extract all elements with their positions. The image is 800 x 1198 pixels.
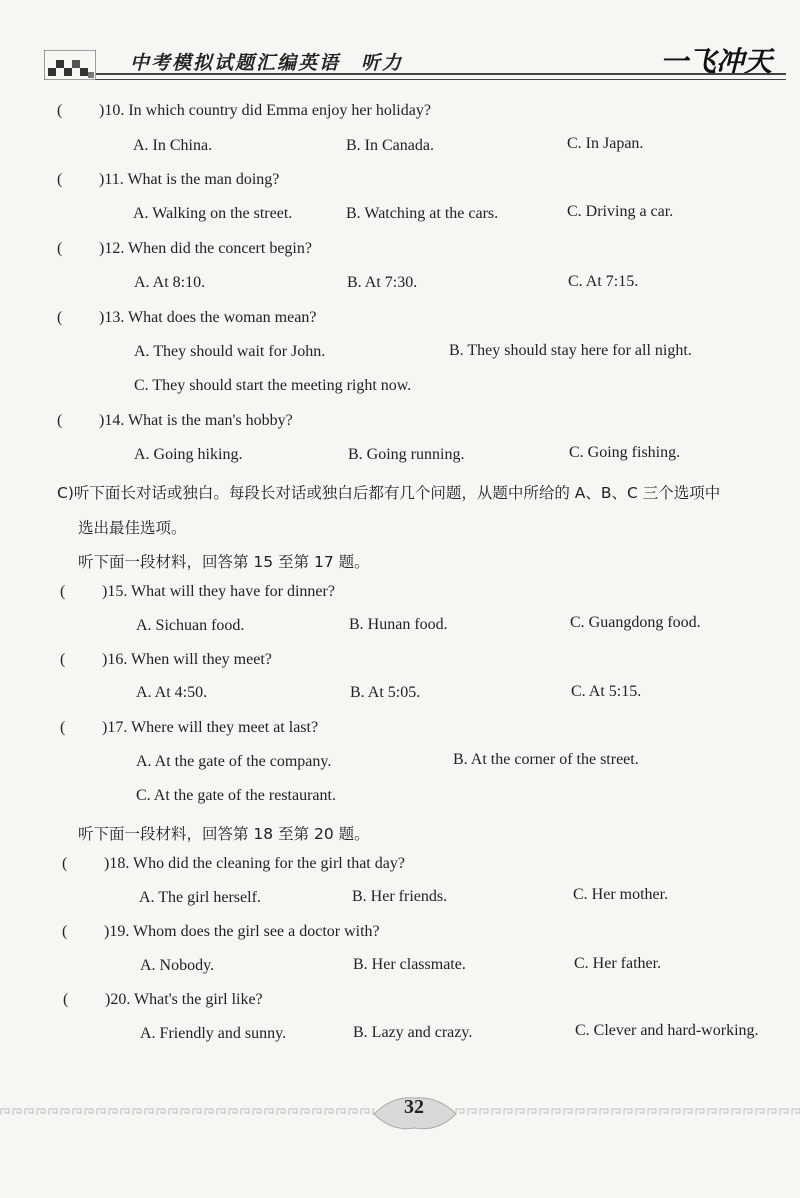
answer-bracket: ( <box>63 991 69 1008</box>
question-text: )16. When will they meet? <box>102 651 272 668</box>
question-text: )14. What is the man's hobby? <box>99 412 293 429</box>
option: A. Walking on the street. <box>133 205 293 222</box>
question-18 <box>62 855 405 873</box>
option: A. At 8:10. <box>134 274 206 291</box>
answer-bracket: ( <box>60 583 66 600</box>
option: B. Watching at the cars. <box>346 205 499 222</box>
option: A. At the gate of the company. <box>136 753 332 770</box>
option: C. Her mother. <box>573 886 669 903</box>
question-13 <box>57 309 316 327</box>
answer-bracket: ( <box>57 412 63 429</box>
option: B. Going running. <box>348 446 465 463</box>
option: B. They should stay here for all night. <box>449 342 692 359</box>
question-text: )19. Whom does the girl see a doctor with? <box>104 923 380 940</box>
question-text: )13. What does the woman mean? <box>99 309 317 326</box>
question-text: )10. In which country did Emma enjoy her holiday? <box>99 102 431 119</box>
option: A. Nobody. <box>140 957 215 974</box>
question-17 <box>60 719 318 737</box>
answer-bracket: ( <box>57 171 63 188</box>
option: B. At the corner of the street. <box>453 751 639 768</box>
option: B. Hunan food. <box>349 616 448 633</box>
option: C. Guangdong food. <box>570 614 701 631</box>
material-instruction-2: 听下面一段材料，回答第 18 至第 20 题。 <box>78 825 370 843</box>
option: A. Sichuan food. <box>136 617 245 634</box>
question-16 <box>60 651 272 669</box>
question-text: )12. When did the concert begin? <box>99 240 312 257</box>
option: B. At 5:05. <box>350 684 421 701</box>
header-divider <box>96 73 786 80</box>
option: C. They should start the meeting right now. <box>134 377 412 394</box>
answer-bracket: ( <box>62 923 68 940</box>
checker-logo-icon <box>44 50 96 80</box>
option: C. In Japan. <box>567 135 644 152</box>
question-text: )11. What is the man doing? <box>99 171 280 188</box>
option: B. Her friends. <box>352 888 448 905</box>
decorative-border-icon <box>455 1108 800 1116</box>
option: C. At 5:15. <box>571 683 642 700</box>
option: A. Friendly and sunny. <box>140 1025 287 1042</box>
page-number: 32 <box>404 1096 424 1118</box>
answer-bracket: ( <box>57 102 63 119</box>
page-footer <box>0 1090 800 1150</box>
question-12 <box>57 240 312 258</box>
option: C. Driving a car. <box>567 203 674 220</box>
option: B. Her classmate. <box>353 956 466 973</box>
option: C. At 7:15. <box>568 273 639 290</box>
question-text: )15. What will they have for dinner? <box>102 583 335 600</box>
answer-bracket: ( <box>57 240 63 257</box>
answer-bracket: ( <box>60 719 66 736</box>
option: A. They should wait for John. <box>134 343 326 360</box>
option: C. Her father. <box>574 955 662 972</box>
option: C. At the gate of the restaurant. <box>136 787 336 804</box>
question-15 <box>60 583 335 601</box>
decorative-border-icon <box>0 1108 375 1116</box>
option: C. Clever and hard-working. <box>575 1022 759 1039</box>
option: C. Going fishing. <box>569 444 681 461</box>
option: B. At 7:30. <box>347 274 418 291</box>
question-text: )20. What's the girl like? <box>105 991 263 1008</box>
option: A. The girl herself. <box>139 889 261 906</box>
question-11 <box>57 171 279 189</box>
question-19 <box>62 923 380 941</box>
question-10 <box>57 102 431 120</box>
brand-logo: 一飞冲天 <box>660 45 773 78</box>
section-c-instruction-cont: 选出最佳选项。 <box>78 519 187 537</box>
question-20 <box>63 991 263 1009</box>
option: B. In Canada. <box>346 137 434 154</box>
answer-bracket: ( <box>62 855 68 872</box>
question-text: )17. Where will they meet at last? <box>102 719 319 736</box>
header-title: 中考模拟试题汇编英语 听力 <box>130 52 404 74</box>
option: A. At 4:50. <box>136 684 208 701</box>
option: A. In China. <box>133 137 213 154</box>
option: A. Going hiking. <box>134 446 243 463</box>
answer-bracket: ( <box>57 309 63 326</box>
question-14 <box>57 412 293 430</box>
answer-bracket: ( <box>60 651 66 668</box>
question-text: )18. Who did the cleaning for the girl that day? <box>104 855 405 872</box>
option: B. Lazy and crazy. <box>353 1024 473 1041</box>
material-instruction-1: 听下面一段材料，回答第 15 至第 17 题。 <box>78 553 370 571</box>
section-c-instruction: C)听下面长对话或独白。每段长对话或独白后都有几个问题，从题中所给的 A、B、C 三个选项中 <box>57 484 721 502</box>
page-header <box>0 0 800 95</box>
